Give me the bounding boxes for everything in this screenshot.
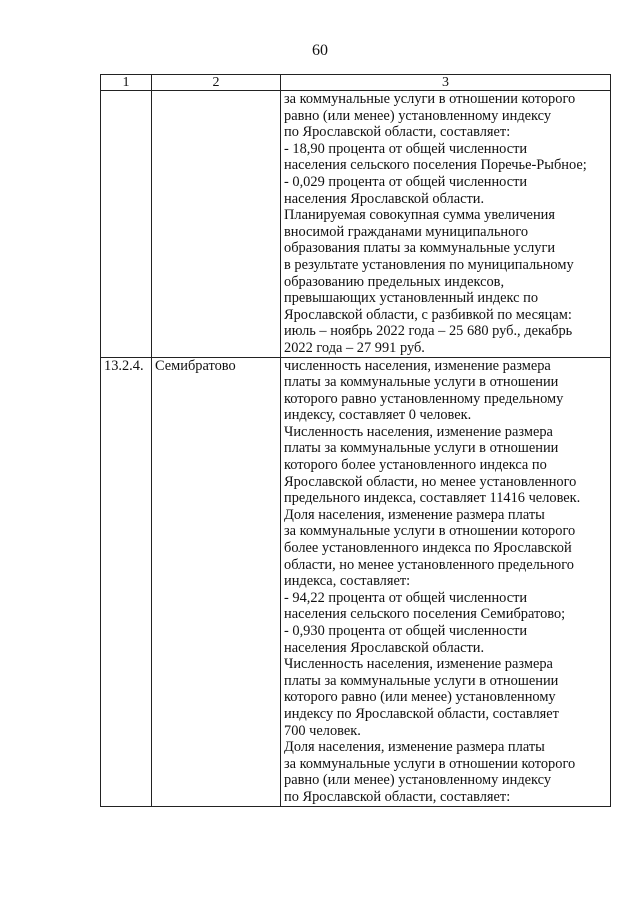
text-line: равно (или менее) установленному индексу [284, 107, 552, 124]
text-line: - 94,22 процента от общей численности [284, 589, 528, 606]
text-line: индексу, составляет 0 человек. [284, 407, 472, 424]
text-line: равно (или менее) установленному индексу [284, 772, 552, 789]
text-line: населения Ярославской области. [284, 639, 485, 656]
table-row [101, 357, 611, 806]
description-cell [281, 91, 611, 358]
row-number-cell [101, 91, 152, 358]
header-col-3: 3 [281, 75, 611, 91]
text-line: за коммунальные услуги в отношении которого [284, 523, 576, 540]
text-line: предельного индекса, составляет 11416 человек. [284, 490, 581, 507]
text-line: которого равно (или менее) установленному [284, 689, 556, 706]
table-header-row [101, 75, 611, 91]
text-line: - 0,029 процента от общей численности [284, 173, 528, 190]
header-col-1: 1 [101, 75, 152, 91]
text-line: платы за коммунальные услуги в отношении [284, 440, 559, 457]
document-table [100, 74, 611, 807]
text-line: Планируемая совокупная сумма увеличения [284, 207, 555, 224]
text-line: Ярославской области, но менее установленного [284, 473, 577, 490]
text-line: платы за коммунальные услуги в отношении [284, 374, 559, 391]
text-line: более установленного индекса по Ярославской [284, 540, 572, 557]
text-line: в результате установления по муниципальному [284, 256, 574, 273]
text-line: населения сельского поселения Семибратово; [284, 606, 566, 623]
text-line: - 18,90 процента от общей численности [284, 140, 528, 157]
text-line: Доля населения, изменение размера платы [284, 506, 545, 523]
text-line: вносимой гражданами муниципального [284, 223, 529, 240]
text-line: по Ярославской области, составляет: [284, 124, 511, 141]
text-line: - 0,930 процента от общей численности [284, 623, 528, 639]
settlement-name-cell [152, 91, 281, 358]
text-line: июль – ноябрь 2022 года – 25 680 руб., декабрь [284, 323, 573, 340]
text-line: области, но менее установленного предельного [284, 556, 574, 573]
text-line: 2022 года – 27 991 руб. [284, 339, 425, 356]
text-line: образования платы за коммунальные услуги [284, 240, 556, 257]
text-line: Ярославской области, с разбивкой по месяцам: [284, 306, 572, 323]
header-col-2: 2 [152, 75, 281, 91]
text-line: по Ярославской области, составляет: [284, 788, 511, 805]
text-line: индексу по Ярославской области, составляет [284, 705, 559, 722]
text-line: которого равно установленному предельному [284, 390, 564, 407]
text-line: превышающих установленный индекс по [284, 290, 539, 307]
text-line: которого более установленного индекса по [284, 457, 547, 474]
text-line: населения сельского поселения Поречье-Рыбное; [284, 157, 587, 174]
text-line: Численность населения, изменение размера [284, 423, 553, 440]
text-line: Численность населения, изменение размера [284, 656, 553, 673]
text-line: за коммунальные услуги в отношении которого [284, 755, 576, 772]
text-line: Доля населения, изменение размера платы [284, 739, 545, 756]
settlement-name-cell: Семибратово [152, 357, 281, 806]
description-cell [281, 357, 611, 806]
text-line: населения Ярославской области. [284, 190, 485, 207]
text-line: численность населения, изменение размера [284, 357, 551, 374]
table-row [101, 91, 611, 358]
text-line: платы за коммунальные услуги в отношении [284, 672, 559, 689]
page-number: 60 [312, 42, 328, 59]
row-number-cell: 13.2.4. [101, 357, 152, 806]
text-line: за коммунальные услуги в отношении которого [284, 91, 576, 107]
text-line: образованию предельных индексов, [284, 273, 505, 290]
text-line: индекса, составляет: [284, 573, 411, 590]
text-line: 700 человек. [284, 722, 361, 739]
